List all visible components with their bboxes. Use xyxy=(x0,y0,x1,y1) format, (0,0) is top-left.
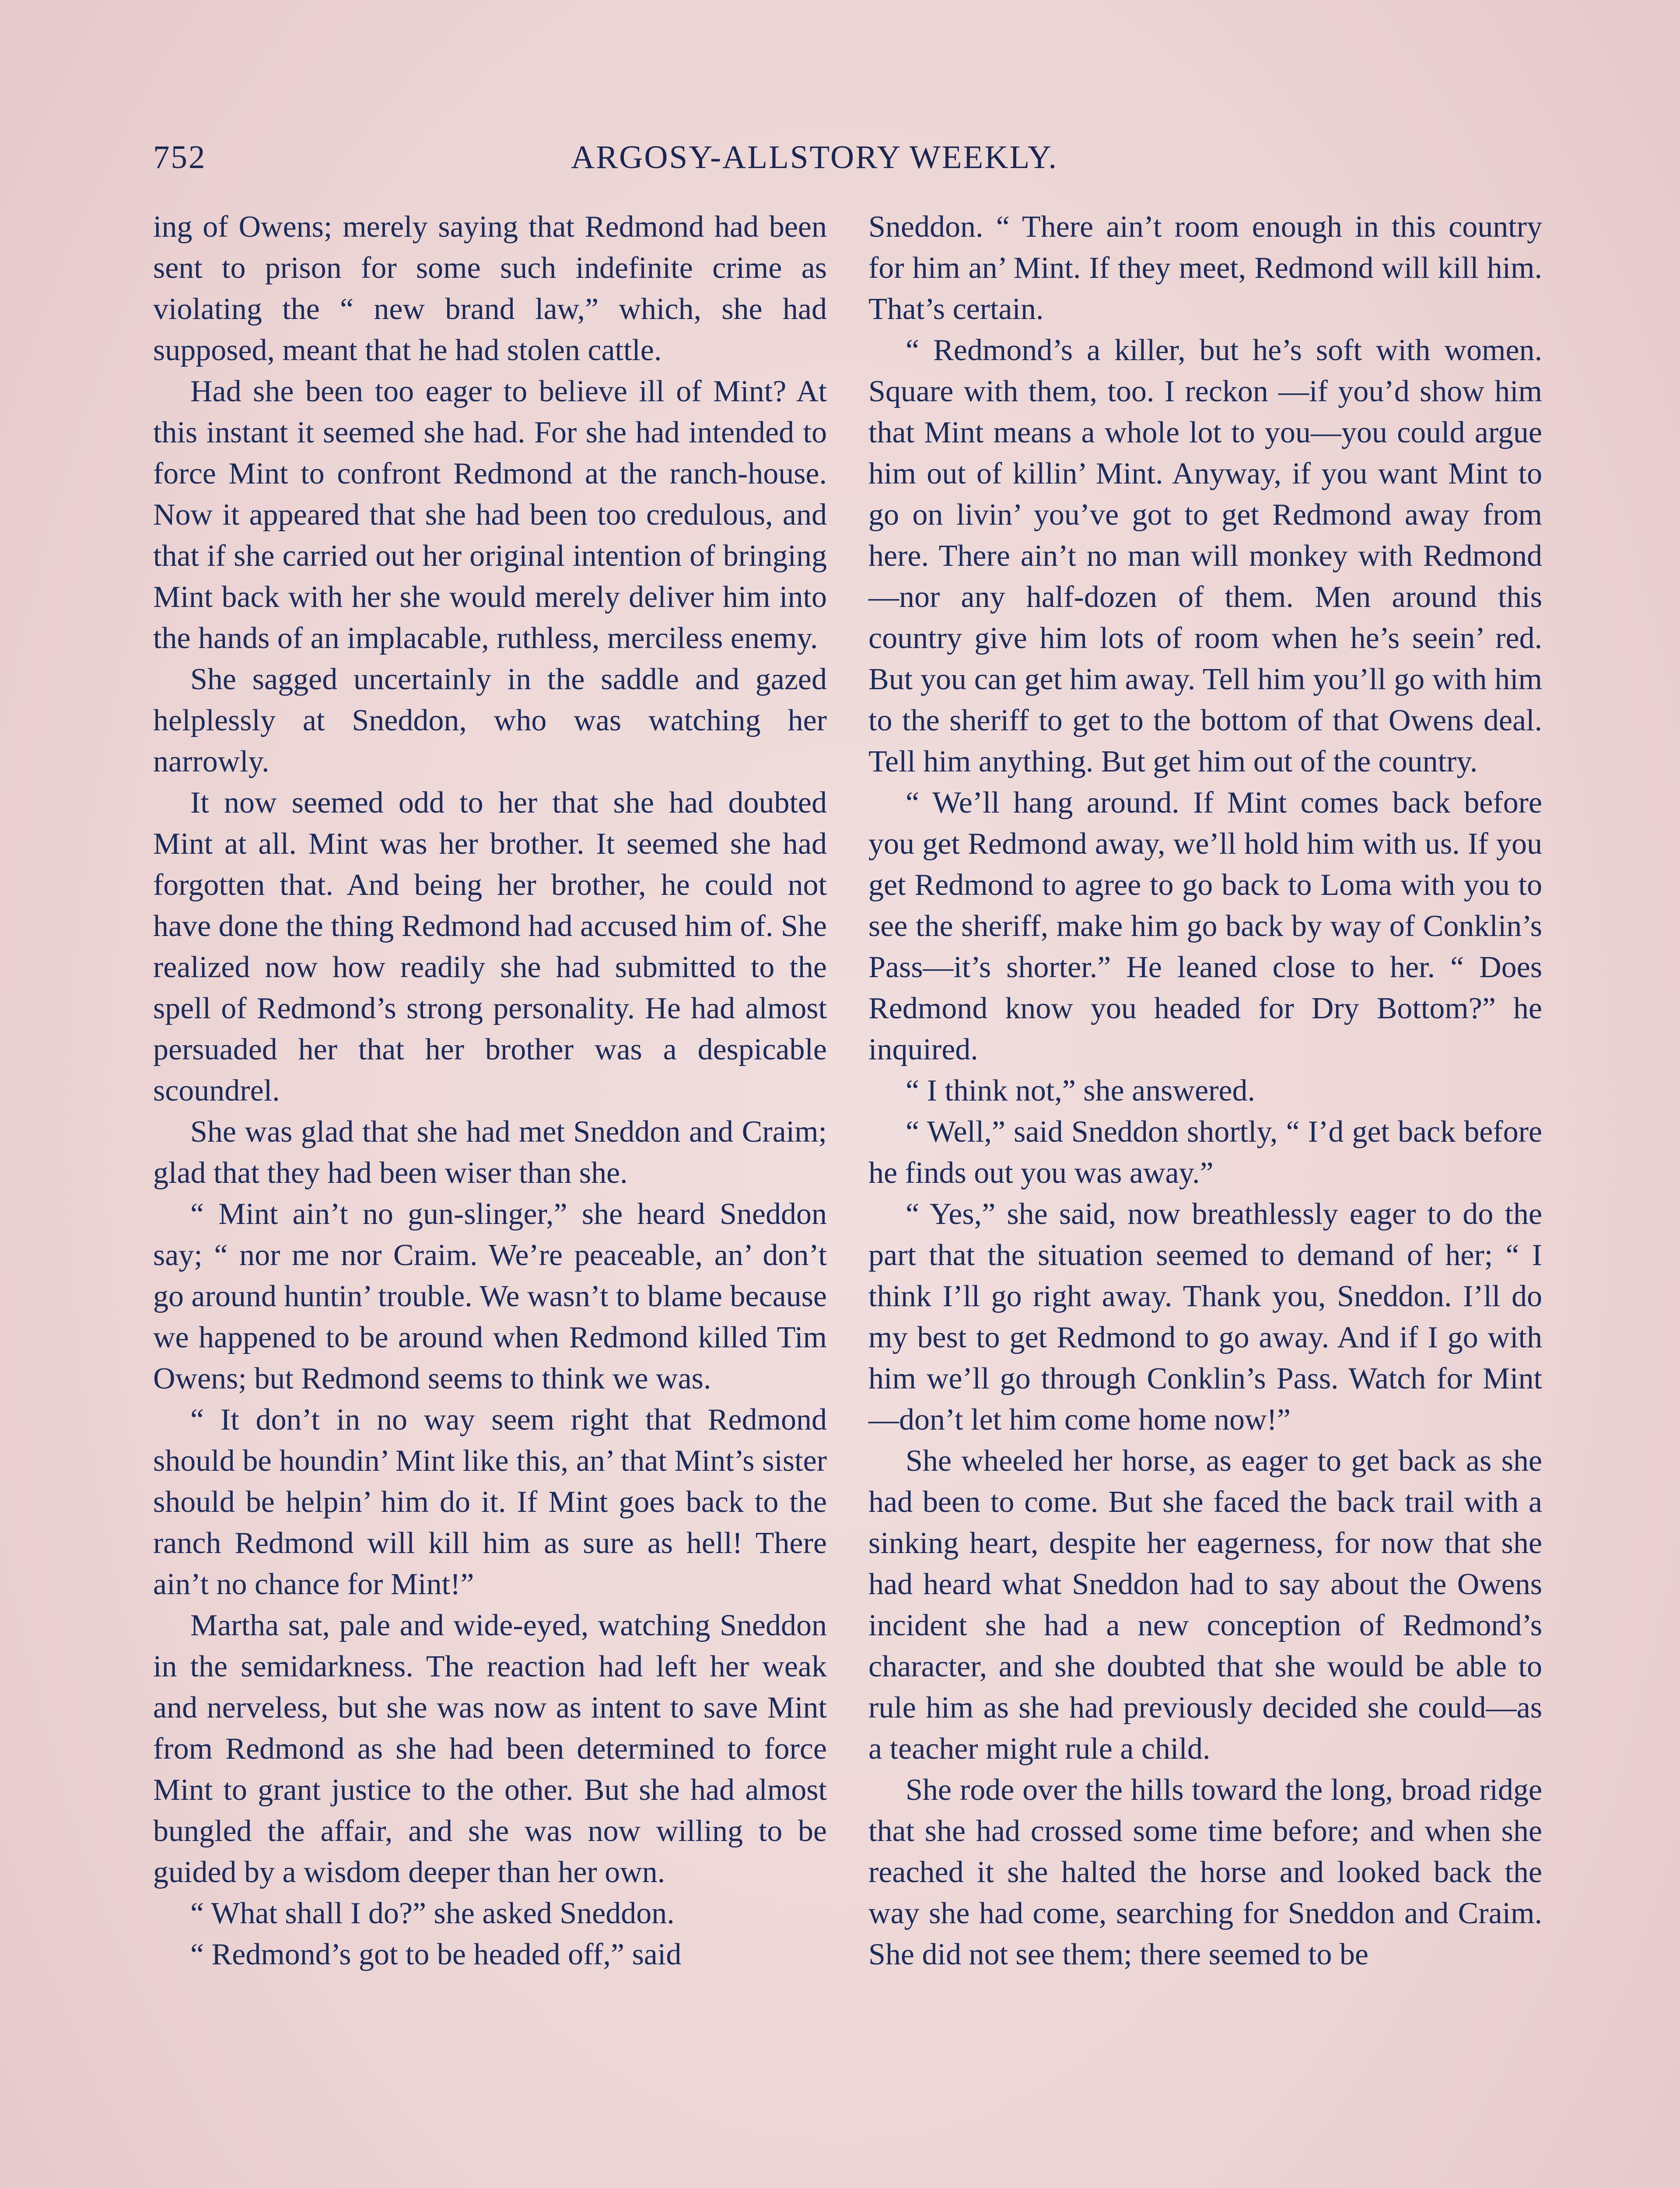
paragraph: “ I think not,” she answered. xyxy=(906,1074,1255,1108)
paragraph: “ Redmond’s got to be headed off,” said xyxy=(190,1938,682,1971)
paragraph: “ It don’t in no way seem right that Redmond should be houndin’ Mint like this, an’ that Mint’s sister should be helpin’ him do it. If Mint goes back to the ranch Redmond will kill him as sure as hell! There ain’t no chance for Mint!” xyxy=(153,1403,827,1601)
paragraph: Martha sat, pale and wide-eyed, watching Sneddon in the semidarkness. The reaction had left her weak and nerveless, but she was now as intent to save Mint from Redmond as she had been determined to force Mint to grant justice to the other. But she had almost bungled the affair, and she was now willing to be guided by a wisdom deeper than her own. xyxy=(153,1609,827,1889)
paragraph: “ What shall I do?” she asked Sneddon. xyxy=(190,1897,675,1930)
paragraph: She was glad that she had met Sneddon and Craim; glad that they had been wiser than she. xyxy=(153,1115,827,1190)
paragraph: ing of Owens; merely saying that Redmond had been sent to prison for some such indefinite crime as violating the “ new brand law,” which, she had supposed, meant that he had stolen cattle. xyxy=(153,210,827,367)
left-text-column xyxy=(153,207,827,1975)
page-header xyxy=(153,127,1558,188)
paragraph: She sagged uncertainly in the saddle and gazed helplessly at Sneddon, who was watching her narrowly. xyxy=(153,663,827,778)
paragraph: “ Redmond’s a killer, but he’s soft with women. Square with them, too. I reckon —if you’d show him that Mint means a whole lot to you—you could argue him out of killin’ Mint. Anyway, if you want Mint to go on livin’ you’ve got to get Redmond away from here. There ain’t no man will monkey with Redmond—nor any half-dozen of them. Men around this country give him lots of room when he’s seein’ red. But you can get him away. Tell him you’ll go with him to the sheriff to get to the bottom of that Owens deal. Tell him anything. But get him out of the country. xyxy=(868,333,1542,778)
running-title: ARGOSY-ALLSTORY WEEKLY. xyxy=(571,139,1058,175)
paragraph: Sneddon. “ There ain’t room enough in this country for him an’ Mint. If they meet, Redmond will kill him. That’s certain. xyxy=(868,210,1542,326)
page-number: 752 xyxy=(153,139,206,175)
paragraph: She rode over the hills toward the long, broad ridge that she had crossed some time before; and when she reached it she halted the horse and looked back the way she had come, searching for Sneddon and Craim. She did not see them; there seemed to be xyxy=(868,1773,1542,1971)
paragraph: Had she been too eager to believe ill of Mint? At this instant it seemed she had. For she had intended to force Mint to confront Redmond at the ranch-house. Now it appeared that she had been too credulous, and that if she carried out her original intention of bringing Mint back with her she would merely deliver him into the hands of an implacable, ruthless, merciless enemy. xyxy=(153,375,827,655)
paragraph: It now seemed odd to her that she had doubted Mint at all. Mint was her brother. It seemed she had forgotten that. And being her brother, he could not have done the thing Redmond had accused him of. She realized now how readily she had submitted to the spell of Redmond’s strong personality. He had almost persuaded her that her brother was a despicable scoundrel. xyxy=(153,786,827,1108)
paragraph: “ Well,” said Sneddon shortly, “ I’d get back before he finds out you was away.” xyxy=(868,1115,1542,1190)
right-text-column xyxy=(868,207,1542,1975)
paragraph: “ Yes,” she said, now breathlessly eager to do the part that the situation seemed to demand of her; “ I think I’ll go right away. Thank you, Sneddon. I’ll do my best to get Redmond to go away. And if I go with him we’ll go through Conklin’s Pass. Watch for Mint—don’t let him come home now!” xyxy=(868,1197,1542,1437)
paragraph: She wheeled her horse, as eager to get back as she had been to come. But she faced the back trail with a sinking heart, despite her eagerness, for now that she had heard what Sneddon had to say about the Owens incident she had a new conception of Redmond’s character, and she doubted that she would be able to rule him as she had previously decided she could—as a teacher might rule a child. xyxy=(868,1444,1542,1766)
paragraph: “ We’ll hang around. If Mint comes back before you get Redmond away, we’ll hold him with us. If you get Redmond to agree to go back to Loma with you to see the sheriff, make him go back by way of Conklin’s Pass—it’s shorter.” He leaned close to her. “ Does Redmond know you headed for Dry Bottom?” he inquired. xyxy=(868,786,1542,1066)
paragraph: “ Mint ain’t no gun-slinger,” she heard Sneddon say; “ nor me nor Craim. We’re peaceable, an’ don’t go around huntin’ trouble. We wasn’t to blame because we happened to be around when Redmond killed Tim Owens; but Redmond seems to think we was. xyxy=(153,1197,827,1396)
